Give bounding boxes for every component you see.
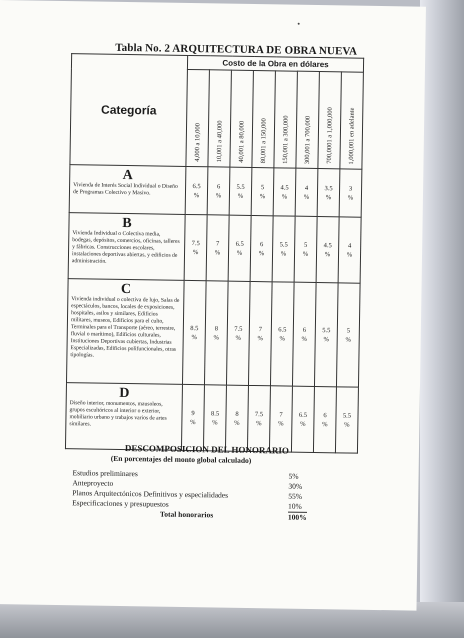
- fee-value-cell: [248, 281, 272, 385]
- fee-percent-sign: %: [192, 248, 199, 256]
- fee-number: 4.5: [280, 183, 289, 192]
- fee-value-cell: [336, 283, 360, 387]
- category-header: Categoría: [70, 54, 188, 167]
- fee-number: 6.5: [278, 325, 287, 334]
- fee-value-cell: [229, 167, 252, 215]
- fee-percent-sign: %: [345, 335, 351, 344]
- fee-percent-sign: %: [281, 192, 288, 201]
- fee-number: 7: [279, 410, 283, 418]
- fee-number: 6: [302, 326, 307, 334]
- fee-number: 7: [258, 325, 263, 333]
- breakdown-label: Especificaciones y presupuestos: [72, 498, 169, 509]
- fee-value-cell: [316, 217, 339, 283]
- fee-value-cell: [181, 384, 204, 450]
- fee-number: 8.5: [210, 409, 220, 417]
- fee-number: 3.5: [324, 184, 333, 192]
- fee-value-cell: [185, 166, 208, 214]
- range-label: 700,0001 a 1,000,000: [325, 107, 334, 165]
- breakdown-value: 55%: [288, 491, 303, 501]
- fee-number: 5.5: [342, 411, 352, 420]
- breakdown-value: 30%: [288, 481, 303, 491]
- range-header-4: [274, 71, 298, 168]
- fee-number: 5.5: [236, 183, 245, 191]
- fee-value-cell: [228, 215, 251, 281]
- fee-number: 5: [346, 326, 351, 335]
- fee-value-cell: [272, 216, 295, 282]
- range-label: 300,001 a 700,000: [303, 115, 312, 164]
- fee-value-cell: [250, 215, 273, 281]
- fee-value-cell: [247, 385, 270, 451]
- fee-value-cell: [335, 387, 358, 453]
- fee-value-cell: [339, 169, 362, 217]
- fee-percent-sign: %: [279, 334, 285, 343]
- breakdown-label: Planos Arquitectónicos Definitivos y especialidades: [72, 488, 229, 500]
- fee-percent-sign: %: [300, 420, 306, 428]
- table-title: Tabla No. 2 ARQUITECTURA DE OBRA NUEVA: [115, 41, 358, 58]
- category-row-a: [69, 165, 362, 218]
- fee-number: 5: [260, 183, 265, 191]
- range-label: 40,001 a 80,000: [237, 120, 246, 163]
- category-cell: [65, 383, 182, 451]
- fee-value-cell: [314, 282, 338, 386]
- range-header-3: [252, 70, 276, 167]
- category-cell: [69, 165, 186, 215]
- fee-value-cell: [251, 167, 274, 215]
- fee-percent-sign: %: [213, 333, 219, 341]
- fee-percent-sign: %: [322, 420, 328, 428]
- fee-value-cell: [184, 214, 207, 280]
- breakdown-list: [72, 468, 323, 522]
- breakdown-label: Estudios preliminares: [72, 468, 138, 479]
- fee-value-cell: [292, 282, 316, 386]
- speck: [298, 23, 300, 25]
- fee-number: 9: [191, 409, 195, 417]
- fee-value-cell: [291, 386, 314, 452]
- fee-number: 5.5: [279, 240, 288, 249]
- fee-value-cell: [294, 216, 317, 282]
- fee-number: 6.5: [298, 411, 308, 419]
- fee-number: 7.5: [254, 410, 264, 418]
- category-description: Diseño interior, monumentos, mausoleos, grupos escultóricos al interior o exterior, mobiliario urbano y trabajos varios de artes similares.: [69, 400, 167, 428]
- category-row-c: [66, 279, 360, 388]
- fee-percent-sign: %: [347, 193, 354, 202]
- fee-percent-sign: %: [325, 193, 332, 201]
- range-header-7: [340, 72, 364, 169]
- category-letter: B: [122, 215, 132, 232]
- fee-value-cell: [338, 217, 361, 283]
- cost-header: Costo de la Obra en dólares: [187, 55, 363, 72]
- fee-percent-sign: %: [258, 249, 265, 257]
- scan-background-edge: [420, 0, 464, 638]
- fee-value-cell: [317, 169, 340, 217]
- fee-percent-sign: %: [234, 419, 240, 427]
- range-header-6: [318, 72, 342, 169]
- fee-percent-sign: %: [302, 250, 309, 258]
- category-description: Vivienda individual o colectiva de lujo, Salas de espectáculos, bancos, locales de exposiciones, hospitales, asilos y similares, Edificios militares, museos, Edificios para el culto, Terminales para el Transporte (aéreo, terrestre, fluvial o marítimo), Edificios culturales, Instituciones Deportivas cubiertas, Industrias Especializadas, Edificios polifuncionales, otras tipologías.: [70, 296, 180, 359]
- fee-value-cell: [273, 168, 296, 216]
- fee-number: 4: [304, 184, 309, 192]
- category-letter: D: [119, 385, 130, 402]
- category-row-b: [68, 213, 361, 284]
- breakdown-subtitle: (En porcentajes del monto global calculado): [110, 453, 252, 466]
- fee-percent-sign: %: [280, 249, 287, 258]
- range-header-0: [186, 69, 210, 166]
- fee-number: 8.5: [190, 324, 199, 332]
- fee-percent-sign: %: [344, 420, 350, 429]
- fee-number: 5.5: [322, 326, 331, 334]
- fee-value-cell: [182, 280, 206, 384]
- fee-value-cell: [204, 281, 228, 385]
- fee-number: 6.5: [235, 240, 244, 248]
- range-label: 1,000,001 en adelante: [347, 107, 356, 165]
- breakdown-label: Anteproyecto: [72, 478, 114, 488]
- breakdown-value: 10%: [288, 501, 302, 511]
- fee-value-cell: [269, 386, 292, 452]
- range-header-2: [230, 70, 254, 167]
- fee-value-cell: [203, 385, 226, 451]
- fee-percent-sign: %: [235, 334, 241, 342]
- fee-value-cell: [226, 281, 250, 385]
- range-label: 150,001 a 300,000: [281, 115, 290, 164]
- fee-percent-sign: %: [324, 250, 331, 258]
- breakdown-title: DESCOMPOSICION DEL HONORARIO: [124, 443, 290, 456]
- total-label: Total honorarios: [159, 509, 214, 520]
- fee-number: 6: [323, 411, 327, 419]
- fee-percent-sign: %: [190, 418, 196, 426]
- fee-number: 7.5: [234, 325, 243, 333]
- fee-percent-sign: %: [303, 193, 310, 201]
- category-row-d: [65, 383, 358, 454]
- category-letter: C: [120, 281, 132, 298]
- fee-number: 6: [216, 182, 221, 190]
- range-header-1: [208, 70, 232, 167]
- fee-number: 6.5: [192, 182, 201, 190]
- fee-number: 6: [260, 240, 264, 248]
- fee-value-cell: [207, 167, 230, 215]
- category-cell: [68, 213, 185, 281]
- fee-percent-sign: %: [256, 419, 262, 427]
- fee-number: 3: [348, 185, 353, 193]
- fee-percent-sign: %: [323, 335, 329, 343]
- range-label: 80,001 a 150,000: [259, 117, 268, 164]
- fee-percent-sign: %: [236, 249, 243, 257]
- fee-value-cell: [313, 386, 336, 452]
- fee-table: [65, 53, 364, 454]
- fee-percent-sign: %: [214, 248, 221, 256]
- fee-number: 7: [216, 239, 220, 247]
- fee-number: 5: [304, 241, 308, 249]
- fee-value-cell: [295, 168, 318, 216]
- fee-percent-sign: %: [215, 191, 222, 199]
- fee-percent-sign: %: [301, 335, 307, 343]
- fee-percent-sign: %: [212, 418, 218, 426]
- fee-value-cell: [270, 282, 294, 386]
- breakdown-value: 5%: [288, 471, 299, 481]
- fee-percent-sign: %: [259, 192, 266, 200]
- fee-number: 4: [348, 241, 352, 250]
- fee-percent-sign: %: [346, 250, 353, 259]
- fee-percent-sign: %: [237, 192, 244, 200]
- category-description: Vivienda Individual o Colectiva media, bodegas, depósitos, comercios, oficinas, talleres y fábricas. Construcciones escolares, instalaciones deportivas abiertas, y edificios de administración.: [71, 230, 180, 265]
- fee-number: 8: [235, 410, 239, 418]
- fee-number: 4.5: [323, 241, 332, 249]
- fee-percent-sign: %: [193, 191, 200, 199]
- range-label: 10,001 a 40,000: [215, 120, 224, 163]
- category-cell: [66, 279, 184, 385]
- fee-percent-sign: %: [257, 334, 263, 342]
- fee-number: 8: [214, 324, 219, 332]
- fee-number: 7.5: [191, 239, 200, 247]
- category-description: Vivienda de Interés Social Individual o Diseño de Programas Colectivo y Masivo.: [72, 182, 178, 197]
- range-header-5: [296, 71, 320, 168]
- total-value: 100%: [287, 512, 307, 522]
- category-letter: A: [122, 167, 133, 184]
- fee-value-cell: [225, 385, 248, 451]
- fee-percent-sign: %: [191, 333, 197, 341]
- range-label: 4,000 a 10,000: [193, 123, 202, 163]
- fee-percent-sign: %: [278, 419, 284, 428]
- fee-value-cell: [206, 215, 229, 281]
